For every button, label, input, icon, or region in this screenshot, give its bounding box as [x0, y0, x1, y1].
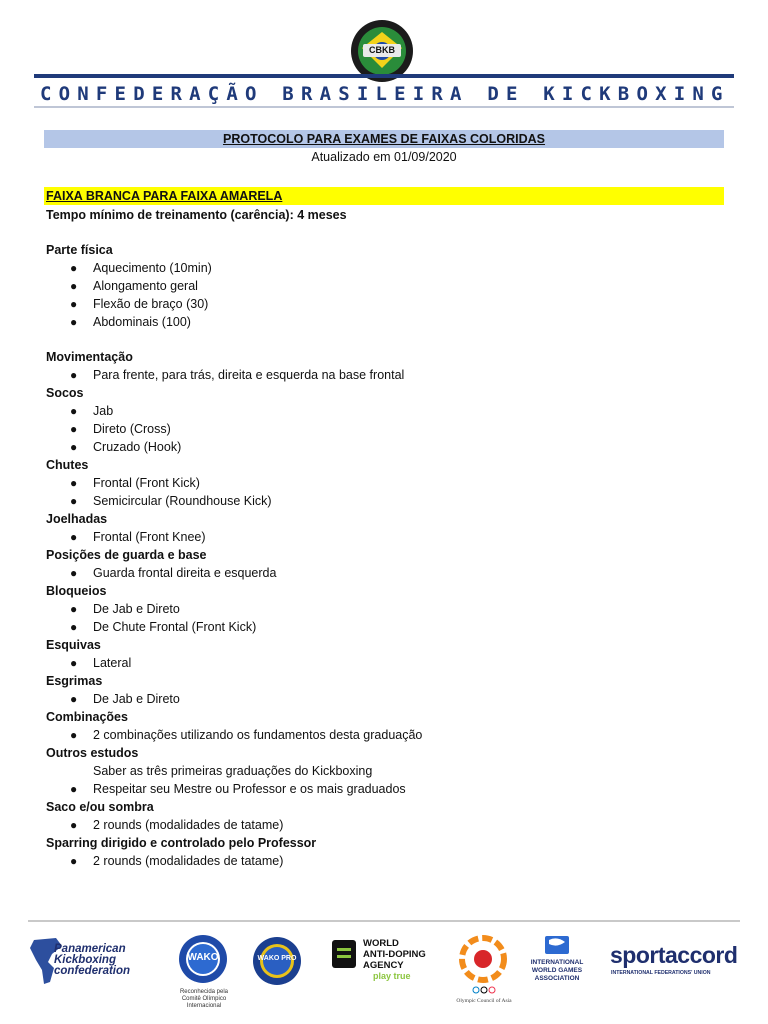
list-item: ● Semicircular (Roundhouse Kick)	[70, 494, 272, 508]
list-item: ● Frontal (Front Kick)	[70, 476, 200, 490]
section-heading: Esgrimas	[46, 674, 103, 688]
footer-divider	[28, 920, 740, 922]
bullet-icon: ●	[70, 728, 78, 742]
list-item: ● Jab	[70, 404, 114, 418]
oca-sun-icon	[458, 934, 508, 984]
wada-mark-icon	[332, 940, 356, 968]
wada-line: AGENCY	[363, 960, 404, 971]
iwga-line: WORLD GAMES	[531, 967, 583, 974]
iwga-logo	[526, 934, 588, 990]
belt-band-title: FAIXA BRANCA PARA FAIXA AMARELA	[44, 187, 724, 205]
pan-line: Kickboxing	[54, 954, 116, 966]
list-item: ● Frontal (Front Knee)	[70, 530, 206, 544]
bullet-icon: ●	[70, 854, 78, 868]
wada-line: ANTI-DOPING	[363, 949, 426, 960]
list-item: ● Direto (Cross)	[70, 422, 171, 436]
section-heading: Saco e/ou sombra	[46, 800, 154, 814]
list-item: ● Para frente, para trás, direita e esquerda na base frontal	[70, 368, 405, 382]
section-list	[46, 474, 726, 510]
section-list	[46, 780, 726, 798]
list-item: ● De Chute Frontal (Front Kick)	[70, 620, 257, 634]
section-heading: Sparring dirigido e controlado pelo Professor	[46, 836, 317, 850]
wako-caption: Comitê Olímpico Internacional	[181, 996, 227, 1009]
wako-caption: Reconhecida pela	[179, 989, 229, 995]
section-heading: Combinações	[46, 710, 128, 724]
section-heading: Posições de guarda e base	[46, 548, 207, 562]
header-divider	[34, 74, 734, 78]
bullet-icon: ●	[70, 782, 78, 796]
section-list	[46, 366, 726, 384]
bullet-icon: ●	[70, 422, 78, 436]
bullet-icon: ●	[70, 692, 78, 706]
pan-line: confederation	[54, 965, 131, 977]
bullet-icon: ●	[70, 404, 78, 418]
sportaccord-text: sportaccord	[610, 942, 738, 968]
wako-pro-text: WAKO PRO	[257, 955, 297, 962]
section-list	[46, 564, 726, 582]
section-heading: Outros estudos	[46, 746, 139, 760]
list-item: ● Cruzado (Hook)	[70, 440, 182, 454]
iwga-flag-icon	[545, 934, 569, 956]
wada-line: WORLD	[363, 938, 399, 949]
section-list	[46, 852, 726, 870]
section-heading: Chutes	[46, 458, 89, 472]
section-list	[46, 690, 726, 708]
list-item: ● Respeitar seu Mestre ou Professor e os mais graduados	[70, 782, 406, 796]
list-item: ● 2 combinações utilizando os fundamentos desta graduação	[70, 728, 423, 742]
list-item: ● Abdominais (100)	[70, 315, 191, 329]
panamerican-logo	[28, 936, 148, 986]
iwga-line: ASSOCIATION	[534, 975, 580, 982]
olympic-rings-icon	[472, 986, 496, 996]
bullet-icon: ●	[70, 440, 78, 454]
wako-text: WAKO	[187, 952, 219, 963]
list-item: ● De Jab e Direto	[70, 602, 180, 616]
section-heading: Esquivas	[46, 638, 101, 652]
list-item: ● 2 rounds (modalidades de tatame)	[70, 854, 284, 868]
wada-tagline: play true	[373, 971, 411, 981]
list-item: ● Aquecimento (10min)	[70, 261, 212, 275]
wada-logo	[332, 938, 432, 986]
section-list	[46, 600, 726, 636]
oca-logo	[442, 934, 526, 1014]
page-footer	[0, 928, 768, 1018]
bullet-icon: ●	[70, 620, 78, 634]
bullet-icon: ●	[70, 494, 78, 508]
updated-date: Atualizado em 01/09/2020	[311, 150, 457, 164]
bullet-icon: ●	[70, 656, 78, 670]
section-heading: Movimentação	[46, 350, 133, 364]
bullet-icon: ●	[70, 818, 78, 832]
list-item: ● Lateral	[70, 656, 132, 670]
bullet-icon: ●	[70, 261, 78, 275]
plain-item: Saber as três primeiras graduações do Kickboxing	[93, 764, 373, 778]
wako-logo	[164, 934, 244, 1014]
cbkb-logo-text: CBKB	[369, 45, 395, 55]
section-list	[46, 528, 726, 546]
bullet-icon: ●	[70, 297, 78, 311]
document-title: PROTOCOLO PARA EXAMES DE FAIXAS COLORIDAS	[44, 130, 724, 148]
sportaccord-subtitle: INTERNATIONAL FEDERATIONS' UNION	[611, 970, 711, 976]
section-list	[46, 654, 726, 672]
section-list	[46, 726, 726, 744]
section-list	[46, 816, 726, 834]
min-training: Tempo mínimo de treinamento (carência): 4 meses	[46, 208, 347, 222]
list-item: ● 2 rounds (modalidades de tatame)	[70, 818, 284, 832]
bullet-icon: ●	[70, 602, 78, 616]
section-list	[46, 402, 726, 456]
bullet-icon: ●	[70, 315, 78, 329]
header-divider-thin	[34, 106, 734, 108]
bullet-icon: ●	[70, 368, 78, 382]
oca-caption: Olympic Council of Asia	[456, 998, 512, 1004]
list-item: ● De Jab e Direto	[70, 692, 180, 706]
exam-content	[46, 206, 726, 870]
list-item: ● Alongamento geral	[70, 279, 198, 293]
bullet-icon: ●	[70, 476, 78, 490]
pan-line: Panamerican	[54, 943, 126, 955]
section-heading: Parte física	[46, 243, 113, 257]
page-header	[0, 0, 768, 120]
bullet-icon: ●	[70, 530, 78, 544]
section-heading: Joelhadas	[46, 512, 108, 526]
section-heading: Bloqueios	[46, 584, 107, 598]
bullet-icon: ●	[70, 566, 78, 580]
bullet-icon: ●	[70, 279, 78, 293]
list-item: ● Guarda frontal direita e esquerda	[70, 566, 277, 580]
iwga-line: INTERNATIONAL	[530, 959, 584, 966]
list-item: ● Flexão de braço (30)	[70, 297, 209, 311]
section-list	[46, 259, 726, 331]
sportaccord-logo	[610, 942, 736, 986]
wako-pro-logo	[252, 936, 302, 986]
org-title: CONFEDERAÇÃO BRASILEIRA DE KICKBOXING	[40, 83, 730, 105]
section-heading: Socos	[46, 386, 84, 400]
